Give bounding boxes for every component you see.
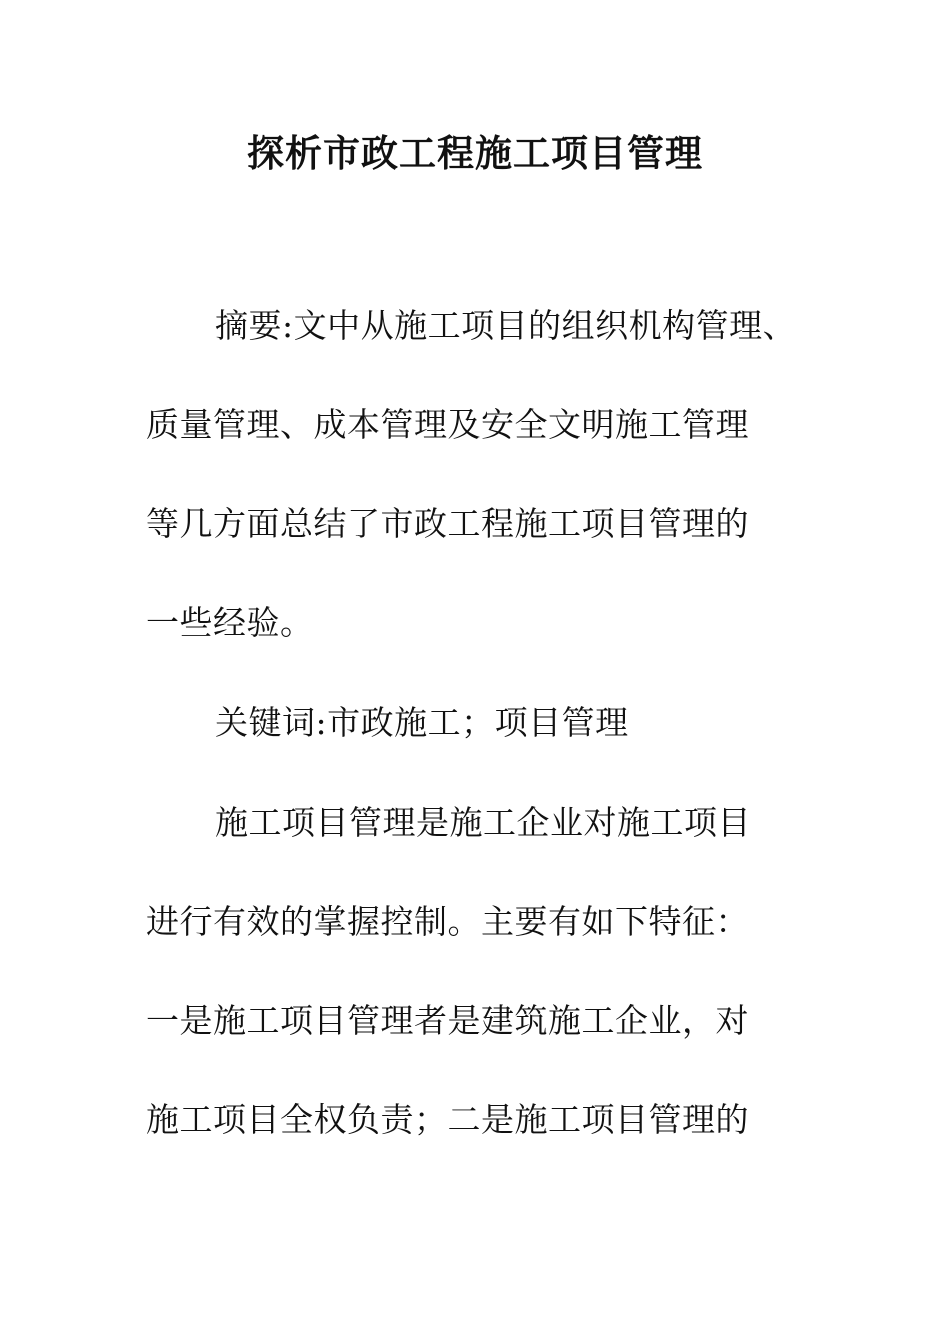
body-line-3: 一是施工项目管理者是建筑施工企业，对 bbox=[146, 1001, 749, 1040]
abstract-line-1: 摘要:文中从施工项目的组织机构管理、 bbox=[215, 306, 797, 345]
abstract-line-2: 质量管理、成本管理及安全文明施工管理 bbox=[146, 405, 749, 444]
document-title: 探析市政工程施工项目管理 bbox=[247, 131, 703, 175]
keywords-line: 关键词:市政施工；项目管理 bbox=[215, 703, 629, 742]
body-line-1: 施工项目管理是施工企业对施工项目 bbox=[215, 803, 751, 842]
body-line-4: 施工项目全权负责；二是施工项目管理的 bbox=[146, 1100, 749, 1139]
abstract-line-3: 等几方面总结了市政工程施工项目管理的 bbox=[146, 504, 749, 543]
abstract-line-4: 一些经验。 bbox=[146, 603, 314, 642]
body-line-2: 进行有效的掌握控制。主要有如下特征： bbox=[146, 902, 749, 941]
